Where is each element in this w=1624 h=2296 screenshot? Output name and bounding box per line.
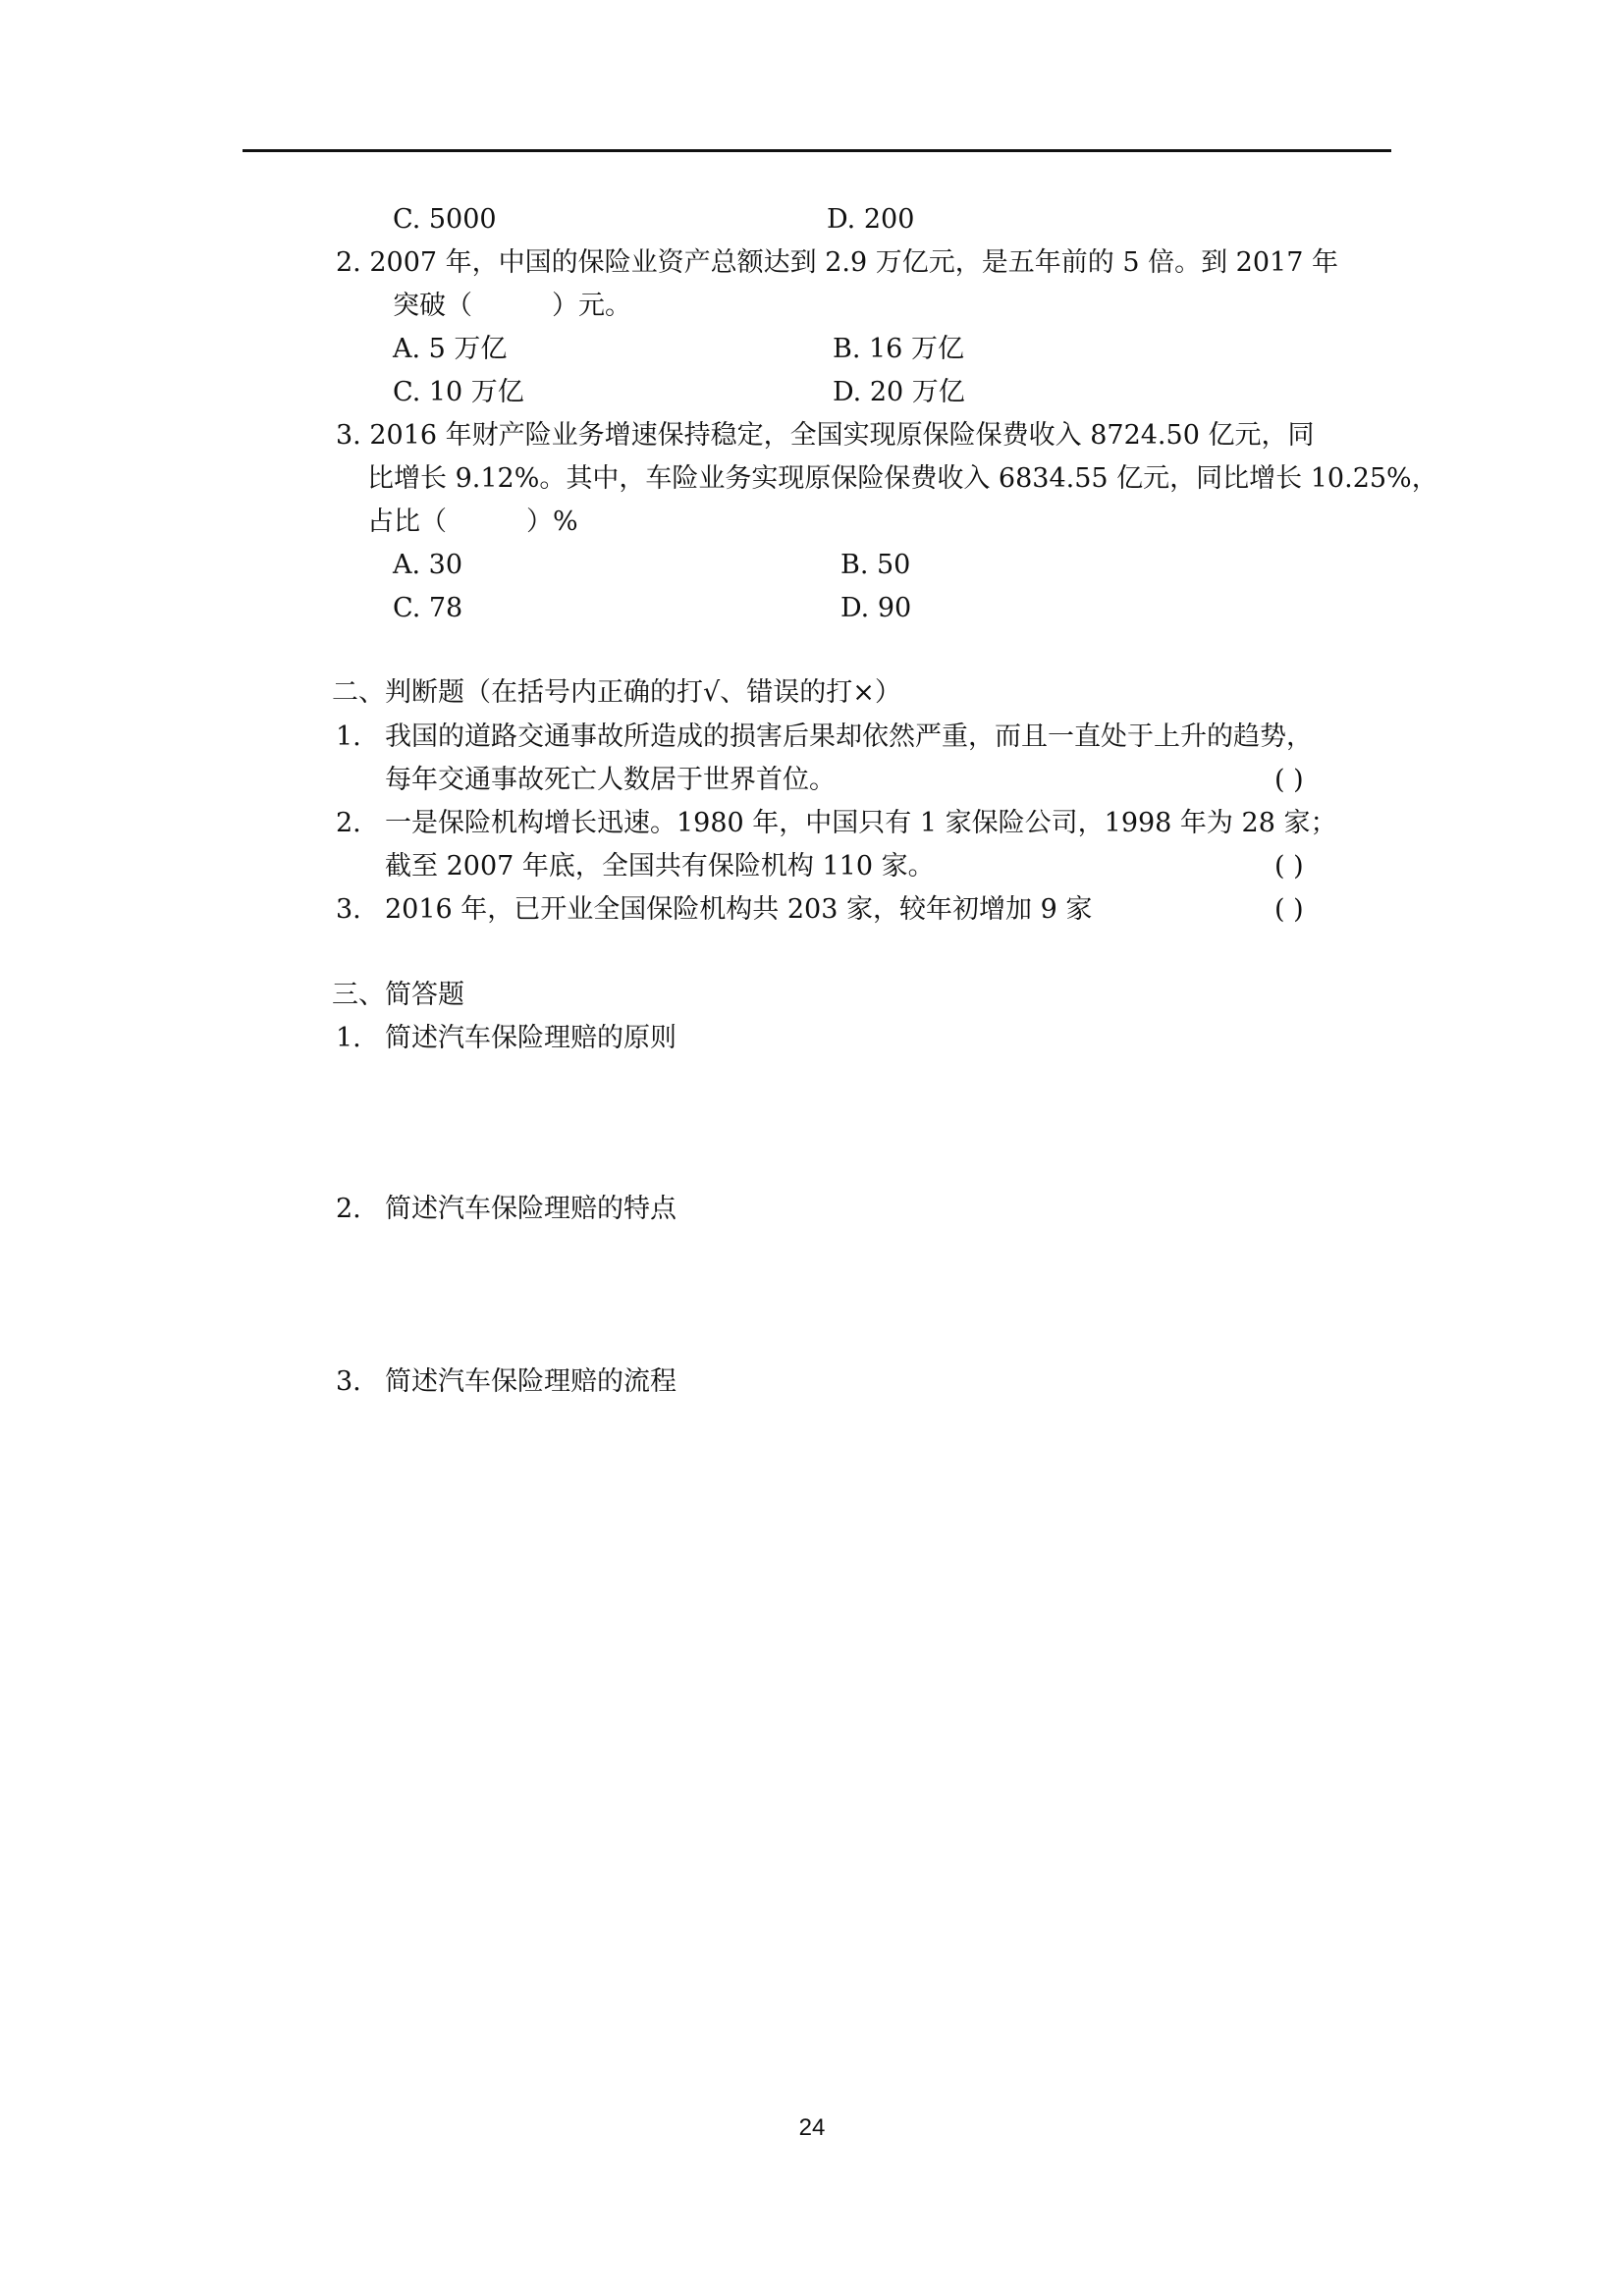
q2-stem-line1: 2. 2007 年，中国的保险业资产总额达到 2.9 万亿元，是五年前的 5 倍。到 2017 年 xyxy=(336,247,1338,278)
judge-item-2-line1: 一是保险机构增长迅速。1980 年，中国只有 1 家保险公司，1998 年为 28 家； xyxy=(385,808,1337,838)
q2-option-a: A. 5 万亿 xyxy=(393,334,508,364)
q3-option-c: C. 78 xyxy=(393,593,463,623)
judge-item-1-line1: 我国的道路交通事故所造成的损害后果却依然严重，而且一直处于上升的趋势， xyxy=(385,721,1313,752)
judge-item-1-answer-parens[interactable]: ( ) xyxy=(1274,765,1304,795)
judge-item-3-number: 3. xyxy=(336,894,361,925)
short-item-2-text: 简述汽车保险理赔的特点 xyxy=(385,1194,677,1224)
short-answer-heading: 三、简答题 xyxy=(332,980,464,1010)
q3-stem-line2: 比增长 9.12%。其中，车险业务实现原保险保费收入 6834.55 亿元，同比增长 10.25%， xyxy=(367,463,1438,494)
judge-item-1-line2: 每年交通事故死亡人数居于世界首位。 xyxy=(385,765,836,795)
short-item-1-number: 1. xyxy=(336,1023,361,1053)
judge-item-2-line2: 截至 2007 年底，全国共有保险机构 110 家。 xyxy=(385,851,935,881)
short-item-3-text: 简述汽车保险理赔的流程 xyxy=(385,1366,677,1397)
short-item-1-text: 简述汽车保险理赔的原则 xyxy=(385,1023,677,1053)
q1-option-c: C. 5000 xyxy=(393,204,497,235)
short-item-3-number: 3. xyxy=(336,1366,361,1397)
q2-option-c: C. 10 万亿 xyxy=(393,377,524,407)
q3-option-a: A. 30 xyxy=(393,550,463,580)
judge-heading: 二、判断题（在括号内正确的打√、错误的打×） xyxy=(332,677,901,708)
short-item-2-number: 2. xyxy=(336,1194,361,1224)
judge-item-3-line1: 2016 年，已开业全国保险机构共 203 家，较年初增加 9 家 xyxy=(385,894,1093,925)
q1-option-d: D. 200 xyxy=(827,204,915,235)
q2-option-b: B. 16 万亿 xyxy=(833,334,964,364)
judge-item-3-answer-parens[interactable]: ( ) xyxy=(1274,894,1304,925)
header-rule xyxy=(243,149,1391,152)
q2-stem-line2: 突破（ ）元。 xyxy=(393,291,631,321)
q2-option-d: D. 20 万亿 xyxy=(833,377,965,407)
q3-stem-line3: 占比（ ）% xyxy=(367,507,578,537)
q3-option-d: D. 90 xyxy=(840,593,912,623)
judge-item-1-number: 1. xyxy=(336,721,361,752)
page-number: 24 xyxy=(798,2114,826,2141)
judge-item-2-answer-parens[interactable]: ( ) xyxy=(1274,851,1304,881)
q3-option-b: B. 50 xyxy=(840,550,911,580)
judge-item-2-number: 2. xyxy=(336,808,361,838)
q3-stem-line1: 3. 2016 年财产险业务增速保持稳定，全国实现原保险保费收入 8724.50 亿元，同 xyxy=(336,420,1315,451)
